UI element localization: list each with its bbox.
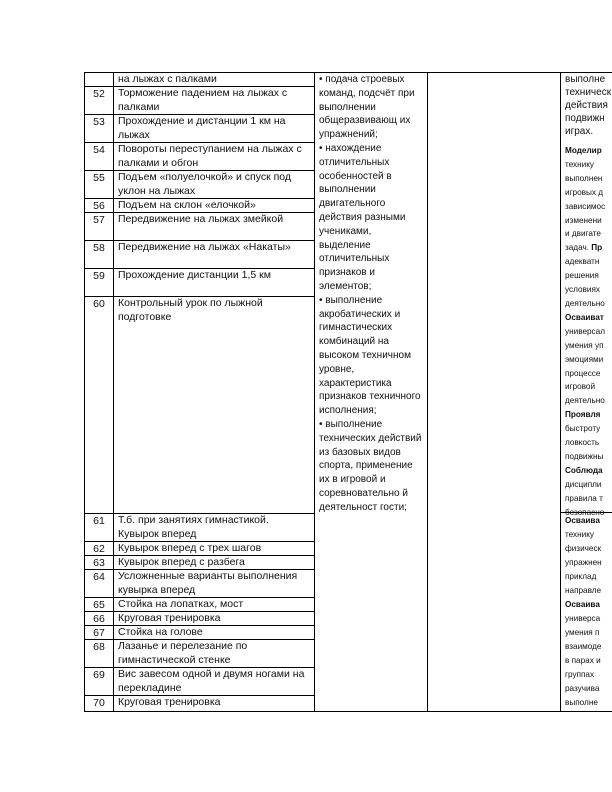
uud-line bbox=[565, 654, 612, 668]
uud-bold-text: Осваива bbox=[565, 516, 600, 525]
uud-line bbox=[565, 696, 612, 710]
row-topic: Стойка на голове bbox=[118, 626, 203, 638]
uud-line bbox=[565, 422, 612, 436]
uud-line: подвижн bbox=[565, 113, 605, 124]
row-topic: Кувырок вперед с разбега bbox=[118, 556, 245, 568]
uud-line bbox=[565, 394, 612, 408]
table-border-bottom bbox=[84, 711, 612, 712]
row-number: 63 bbox=[93, 557, 105, 569]
row-number: 55 bbox=[93, 172, 105, 184]
row-number: 60 bbox=[93, 298, 105, 310]
uud-line: выполне bbox=[565, 74, 606, 85]
uud-text: деятельно bbox=[565, 396, 605, 406]
uud-line bbox=[565, 528, 612, 542]
row-topic: на лыжах с палками bbox=[118, 73, 217, 85]
row-topic: Круговая тренировка bbox=[118, 696, 221, 708]
uud-line bbox=[565, 682, 612, 696]
uud-line bbox=[565, 353, 612, 367]
uud-text: подвижны bbox=[565, 451, 604, 461]
row-number: 56 bbox=[93, 200, 105, 212]
uud-line bbox=[565, 200, 612, 214]
uud-text: взаимоде bbox=[565, 642, 602, 651]
row-number: 62 bbox=[93, 543, 105, 555]
uud-text: выполне bbox=[565, 698, 598, 707]
uud-text: дисципли bbox=[565, 479, 602, 489]
uud-text: технику bbox=[565, 159, 594, 169]
uud-line bbox=[565, 464, 612, 478]
uud-bold-text: Осваива bbox=[565, 600, 600, 609]
row-topic: Стойка на лопатках, мост bbox=[118, 598, 244, 610]
uud-text: эмоциями bbox=[565, 354, 604, 364]
row-topic: Т.б. при занятиях гимнастикой. Кувырок вперед bbox=[118, 514, 269, 540]
uud-text: игровых д bbox=[565, 187, 604, 197]
activity-item: • выполнение технических действий из базовых видов спорта, применение их в игровой и соревновательно й деятельност гости; bbox=[319, 418, 422, 513]
row-number: 69 bbox=[93, 669, 105, 681]
table-border-uud bbox=[560, 72, 561, 712]
uud-text: упражнен bbox=[565, 558, 602, 567]
row-topic: Повороты переступанием на лыжах с палками и обгон bbox=[118, 143, 302, 169]
uud-text: разучива bbox=[565, 684, 600, 693]
row-number: 52 bbox=[93, 88, 105, 100]
row-number: 53 bbox=[93, 116, 105, 128]
table-border-activities bbox=[427, 72, 428, 712]
uud-text: направле bbox=[565, 586, 602, 595]
uud-bold-text: Моделир bbox=[565, 146, 602, 155]
uud-line: техническ bbox=[565, 87, 612, 98]
uud-line bbox=[565, 186, 612, 200]
uud-line bbox=[565, 408, 612, 422]
uud-line bbox=[565, 478, 612, 492]
activity-item: • выполнение акробатических и гимнастических комбинаций на высоком техничном уровне, характеристика признаков техничного исполнения; bbox=[319, 294, 421, 417]
uud-text: физическ bbox=[565, 544, 602, 553]
row-topic: Передвижение на лыжах «Накаты» bbox=[118, 241, 291, 253]
uud-text: зависимос bbox=[565, 201, 606, 211]
uud-bold-text: Пр bbox=[591, 243, 603, 253]
uud-text: группах bbox=[565, 670, 595, 679]
uud-line bbox=[565, 255, 612, 269]
row-number: 65 bbox=[93, 599, 105, 611]
uud-line bbox=[565, 584, 612, 598]
row-topic: Лазанье и перелезание по гимнастической стенке bbox=[118, 640, 248, 666]
uud-text: и двигате bbox=[565, 229, 601, 239]
uud-line bbox=[565, 556, 612, 570]
row-topic: Прохождение и дистанции 1 км на лыжах bbox=[118, 115, 286, 141]
row-topic: Подъем на склон «елочкой» bbox=[118, 199, 256, 211]
table-border-topic bbox=[314, 72, 315, 712]
uud-text: адекватн bbox=[565, 257, 600, 267]
row-number: 59 bbox=[93, 270, 105, 282]
activity-item: • подача строевых команд, подсчёт при выполнении общеразвивающ их упражнений; bbox=[319, 74, 415, 141]
row-topic: Кувырок вперед с трех шагов bbox=[118, 542, 262, 554]
row-topic: Круговая тренировка bbox=[118, 612, 221, 624]
uud-line bbox=[565, 436, 612, 450]
row-number: 68 bbox=[93, 641, 105, 653]
uud-text: изменени bbox=[565, 215, 602, 225]
uud-line bbox=[565, 241, 612, 255]
uud-text: процессе bbox=[565, 368, 601, 378]
row-topic: Передвижение на лыжах змейкой bbox=[118, 213, 284, 225]
uud-line bbox=[565, 283, 612, 297]
uud-line bbox=[565, 144, 612, 158]
uud-text: безопасно bbox=[565, 507, 605, 517]
uud-line bbox=[565, 214, 612, 228]
uud-line bbox=[565, 668, 612, 682]
row-number: 67 bbox=[93, 627, 105, 639]
uud-text: универсал bbox=[565, 326, 605, 336]
uud-bold-text: Соблюда bbox=[565, 465, 603, 475]
uud-text: универса bbox=[565, 614, 601, 623]
uud-line bbox=[565, 450, 612, 464]
table-border-num bbox=[113, 72, 114, 712]
uud-text: деятельно bbox=[565, 298, 605, 308]
uud-line bbox=[565, 339, 612, 353]
uud-text: решения bbox=[565, 271, 599, 281]
uud-cell-bottom bbox=[565, 514, 612, 710]
row-number: 61 bbox=[93, 515, 105, 527]
uud-text: приклад bbox=[565, 572, 597, 581]
uud-text: правила т bbox=[565, 493, 603, 503]
uud-line: играх. bbox=[565, 126, 594, 137]
uud-line: действия bbox=[565, 100, 608, 111]
uud-bold-text: Осваиват bbox=[565, 312, 604, 322]
uud-text: технику bbox=[565, 530, 594, 539]
row-number: 66 bbox=[93, 613, 105, 625]
uud-line bbox=[565, 311, 612, 325]
row-topic: Усложненные варианты выполнения кувырка вперед bbox=[118, 570, 298, 596]
uud-bold-text: Проявля bbox=[565, 410, 601, 420]
uud-text: в парах и bbox=[565, 656, 601, 665]
row-number: 57 bbox=[93, 214, 105, 226]
row-number: 58 bbox=[93, 242, 105, 254]
uud-line bbox=[565, 227, 612, 241]
uud-line bbox=[565, 514, 612, 528]
uud-text: быстроту bbox=[565, 424, 601, 434]
uud-line bbox=[565, 598, 612, 612]
uud-text: умения уп bbox=[565, 340, 604, 350]
row-topic: Прохождение дистанции 1,5 км bbox=[118, 269, 271, 281]
uud-line bbox=[565, 612, 612, 626]
uud-line bbox=[565, 542, 612, 556]
row-number: 64 bbox=[93, 571, 105, 583]
uud-line bbox=[565, 297, 612, 311]
uud-text: условиях bbox=[565, 285, 600, 295]
activities-cell bbox=[319, 73, 423, 515]
uud-line bbox=[565, 380, 612, 394]
row-number: 54 bbox=[93, 144, 105, 156]
uud-line bbox=[565, 570, 612, 584]
uud-line bbox=[565, 325, 612, 339]
row-topic: Торможение падением на лыжах с палками bbox=[118, 87, 288, 113]
table-border-left bbox=[84, 72, 85, 712]
uud-line bbox=[565, 492, 612, 506]
row-number: 70 bbox=[93, 697, 105, 709]
uud-line bbox=[565, 367, 612, 381]
row-topic: Подъем «полуелочкой» и спуск под уклон на лыжах bbox=[118, 171, 292, 197]
activity-item: • нахождение отличительных особенностей в выполнении двигательного действия разными учениками, выделение отличительных признаков и элементов; bbox=[319, 142, 406, 292]
uud-text: задач. bbox=[565, 243, 592, 253]
uud-line bbox=[565, 158, 612, 172]
uud-cell-top bbox=[565, 73, 612, 138]
uud-text: игровой bbox=[565, 382, 596, 392]
uud-line bbox=[565, 640, 612, 654]
row-topic: Контрольный урок по лыжной подготовке bbox=[118, 297, 263, 323]
uud-cell-middle bbox=[565, 144, 612, 519]
uud-line bbox=[565, 172, 612, 186]
uud-line bbox=[565, 269, 612, 283]
uud-text: выполнен bbox=[565, 173, 603, 183]
row-topic: Вис завесом одной и двумя ногами на перекладине bbox=[118, 668, 305, 694]
uud-text: умения п bbox=[565, 628, 600, 637]
uud-line bbox=[565, 626, 612, 640]
uud-text: ловкость bbox=[565, 438, 600, 448]
